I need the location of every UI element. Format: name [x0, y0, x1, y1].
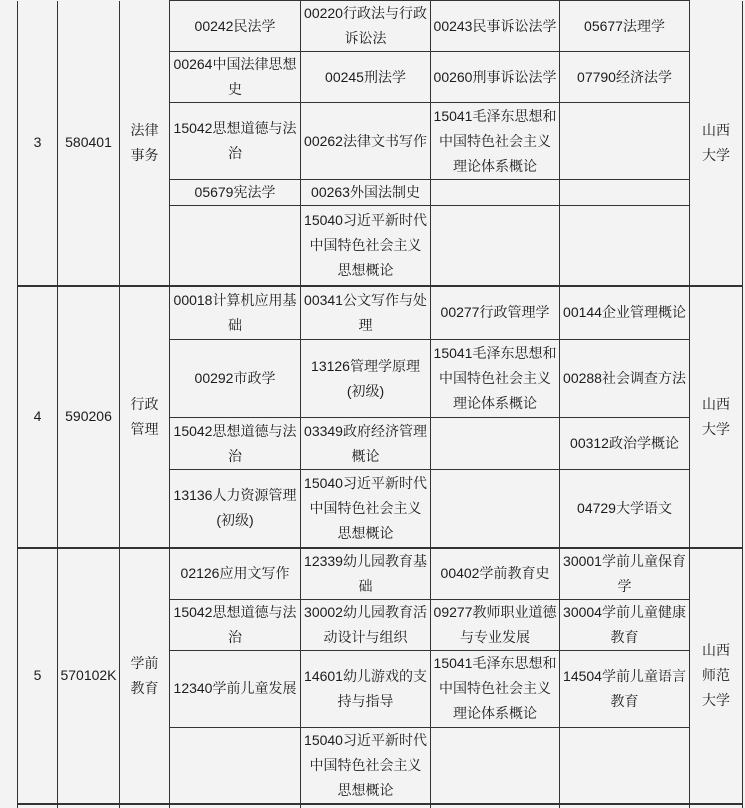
course-cell: 12339幼儿园教育基础: [301, 548, 431, 600]
table-row: [18, 286, 743, 340]
major-name-cell: 学前教育: [120, 548, 170, 805]
course-cell: 15041毛泽东思想和中国特色社会主义理论体系概论: [431, 650, 560, 727]
course-cell: 15042思想道德与法治: [170, 103, 301, 180]
row-number-cell: 5: [18, 548, 58, 805]
course-cell: [431, 470, 560, 548]
course-cell: [431, 418, 560, 470]
course-cell: 02126应用文写作: [170, 548, 301, 600]
course-cell: 00312政治学概论: [560, 418, 690, 470]
course-cell: 00243民事诉讼法学: [431, 1, 560, 52]
course-cell: 15042思想道德与法治: [170, 599, 301, 650]
table-row: [18, 548, 743, 600]
table-row: [18, 804, 743, 808]
course-cell: [170, 727, 301, 804]
course-cell: [170, 206, 301, 286]
major-code-cell: 570102K: [58, 548, 120, 805]
course-cell: 00264中国法律思想史: [170, 52, 301, 103]
university-cell: 山西大学: [690, 286, 743, 548]
course-cell: 00277行政管理学: [431, 286, 560, 340]
course-cell: [170, 804, 301, 808]
course-cell: 00341公文写作与处理: [301, 286, 431, 340]
course-cell: 15040习近平新时代中国特色社会主义思想概论: [301, 206, 431, 286]
course-cell: 04729大学语文: [560, 470, 690, 548]
course-cell: 12340学前儿童发展: [170, 650, 301, 727]
course-cell: 00242民法学: [170, 1, 301, 52]
course-cell: 13126管理学原理 (初级): [301, 340, 431, 418]
course-cell: 30004学前儿童健康教育: [560, 599, 690, 650]
university-cell: 山西师范大学: [690, 548, 743, 805]
major-code-cell: [58, 804, 120, 808]
course-cell: 13136人力资源管理 (初级): [170, 470, 301, 548]
course-cell: 00260刑事诉讼法学: [431, 52, 560, 103]
course-cell: 15042思想道德与法治: [170, 418, 301, 470]
course-cell: 00288社会调查方法: [560, 340, 690, 418]
course-cell: 00245刑法学: [301, 52, 431, 103]
course-cell: [560, 103, 690, 180]
university-cell: 山西大学: [690, 1, 743, 286]
course-cell: 00262法律文书写作: [301, 103, 431, 180]
course-cell: 14601幼儿游戏的支持与指导: [301, 650, 431, 727]
course-cell: 14504学前儿童语言教育: [560, 650, 690, 727]
course-cell: [431, 727, 560, 804]
major-block: [18, 286, 743, 548]
major-code-cell: 580401: [58, 1, 120, 286]
course-cell: 07790经济法学: [560, 52, 690, 103]
row-number-cell: 4: [18, 286, 58, 548]
major-block: [18, 548, 743, 805]
major-name-cell: [120, 804, 170, 808]
course-cell: 05677法理学: [560, 1, 690, 52]
course-cell: [560, 180, 690, 206]
course-cell: 00292市政学: [170, 340, 301, 418]
course-cell: 15041毛泽东思想和中国特色社会主义理论体系概论: [431, 103, 560, 180]
course-cell: 03349政府经济管理概论: [301, 418, 431, 470]
row-number-cell: 3: [18, 1, 58, 286]
course-cell: 30002幼儿园教育活动设计与组织: [301, 599, 431, 650]
course-cell: 15041毛泽东思想和中国特色社会主义理论体系概论: [431, 340, 560, 418]
row-number-cell: [18, 804, 58, 808]
major-name-cell: 行政管理: [120, 286, 170, 548]
table-row: [18, 1, 743, 52]
course-cell: 05679宪法学: [170, 180, 301, 206]
course-cell: 15040习近平新时代中国特色社会主义思想概论: [301, 727, 431, 804]
course-cell: 09277教师职业道德与专业发展: [431, 599, 560, 650]
course-cell: 30001学前儿童保育学: [560, 548, 690, 600]
course-cell: 00402学前教育史: [431, 548, 560, 600]
major-block-partial: [18, 804, 743, 808]
exam-schedule-table: [17, 0, 743, 808]
major-name-cell: 法律事务: [120, 1, 170, 286]
course-cell: [431, 206, 560, 286]
course-cell: 00144企业管理概论: [560, 286, 690, 340]
course-cell: 15040习近平新时代中国特色社会主义思想概论: [301, 470, 431, 548]
course-cell: [560, 206, 690, 286]
course-cell: [560, 727, 690, 804]
course-cell: [301, 804, 431, 808]
major-block: [18, 1, 743, 286]
course-cell: 00018计算机应用基础: [170, 286, 301, 340]
course-cell: 00220行政法与行政诉讼法: [301, 1, 431, 52]
course-cell: 00263外国法制史: [301, 180, 431, 206]
course-cell: [431, 180, 560, 206]
major-code-cell: 590206: [58, 286, 120, 548]
university-cell: [690, 804, 743, 808]
course-cell: [431, 804, 560, 808]
course-cell: [560, 804, 690, 808]
